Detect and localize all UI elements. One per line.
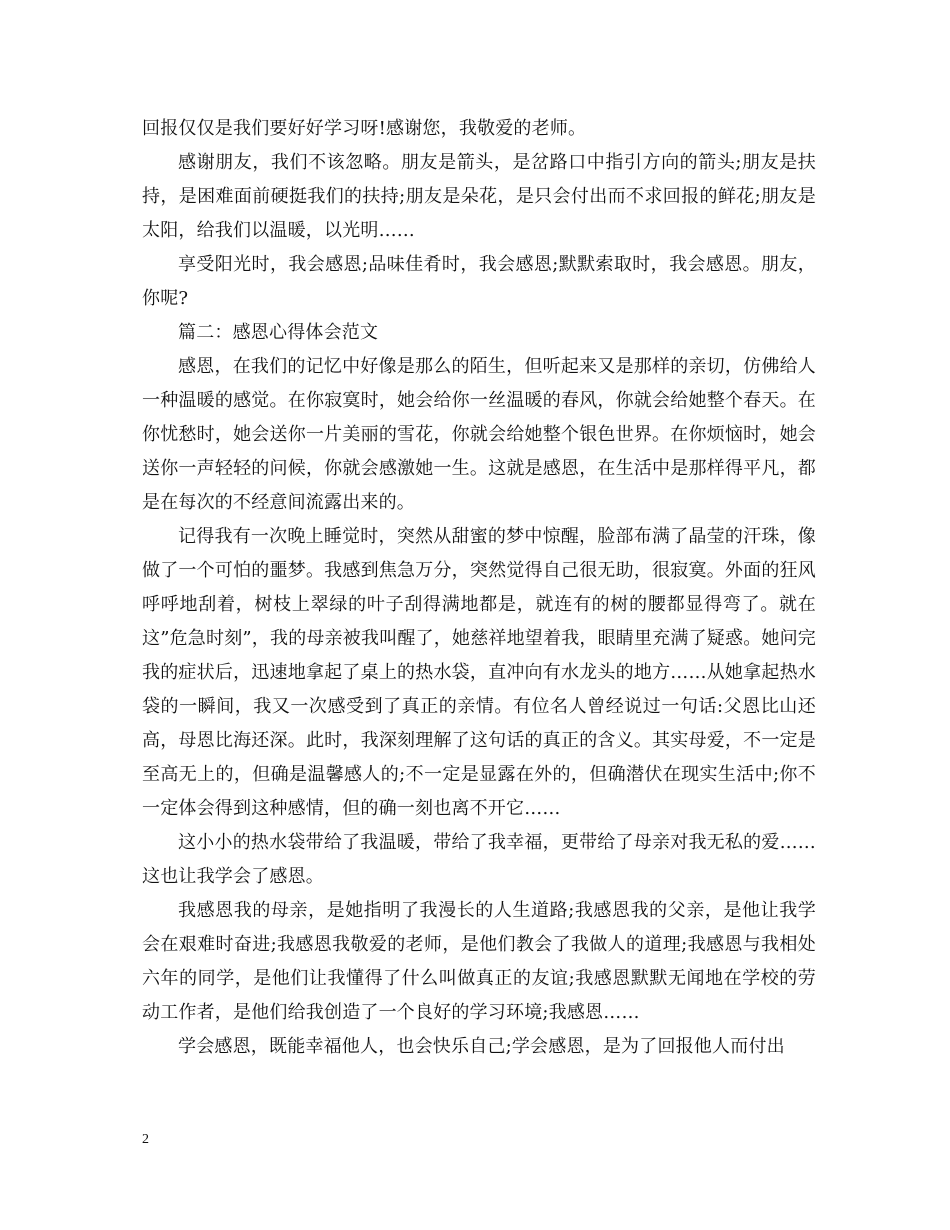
paragraph: 感恩，在我们的记忆中好像是那么的陌生，但听起来又是那样的亲切，仿佛给人一种温暖的感觉。在你寂寞时，她会给你一丝温暖的春风，你就会给她整个春天。在你忧愁时，她会送你一片美丽的雪花，你就会给她整个银色世界。在你烦恼时，她会送你一声轻轻的问候，你就会感激她一生。这就是感恩，在生活中是那样得平凡，都是在每次的不经意间流露出来的。 [142, 356, 816, 513]
paragraph: 这小小的热水袋带给了我温暖，带给了我幸福，更带给了母亲对我无私的爱……这也让我学会了感恩。 [142, 832, 816, 887]
section-heading: 篇二：感恩心得体会范文 [178, 322, 379, 343]
paragraph: 感谢朋友，我们不该忽略。朋友是箭头，是岔路口中指引方向的箭头;朋友是扶持，是困难面前硬挺我们的扶持;朋友是朵花，是只会付出而不求回报的鲜花;朋友是太阳，给我们以温暖，以光明…… [142, 152, 816, 241]
paragraph: 我感恩我的母亲，是她指明了我漫长的人生道路;我感恩我的父亲，是他让我学会在艰难时奋进;我感恩我敬爱的老师，是他们教会了我做人的道理;我感恩与我相处六年的同学，是他们让我懂得了什么叫做真正的友谊;我感恩默默无闻地在学校的劳动工作者，是他们给我创造了一个良好的学习环境;我感恩…… [142, 900, 816, 1023]
body-text [142, 112, 816, 1064]
paragraph: 记得我有一次晚上睡觉时，突然从甜蜜的梦中惊醒，脸部布满了晶莹的汗珠，像做了一个可怕的噩梦。我感到焦急万分，突然觉得自己很无助，很寂寞。外面的狂风呼呼地刮着，树枝上翠绿的叶子刮得满地都是，就连有的树的腰都显得弯了。就在这”危急时刻”，我的母亲被我叫醒了，她慈祥地望着我，眼睛里充满了疑惑。她问完我的症状后，迅速地拿起了桌上的热水袋，直冲向有水龙头的地方……从她拿起热水袋的一瞬间，我又一次感受到了真正的亲情。有位名人曾经说过一句话:父恩比山还高，母恩比海还深。此时，我深刻理解了这句话的真正的含义。其实母爱，不一定是至高无上的，但确是温馨感人的;不一定是显露在外的，但确潜伏在现实生活中;你不一定体会得到这种感情，但的确一刻也离不开它…… [142, 526, 817, 819]
page-number: 2 [142, 1132, 149, 1147]
paragraph: 学会感恩，既能幸福他人，也会快乐自己;学会感恩，是为了回报他人而付出 [178, 1036, 785, 1057]
paragraph: 回报仅仅是我们要好好学习呀!感谢您，我敬爱的老师。 [142, 118, 587, 139]
paragraph: 享受阳光时，我会感恩;品味佳肴时，我会感恩;默默索取时，我会感恩。朋友，你呢? [142, 254, 816, 309]
